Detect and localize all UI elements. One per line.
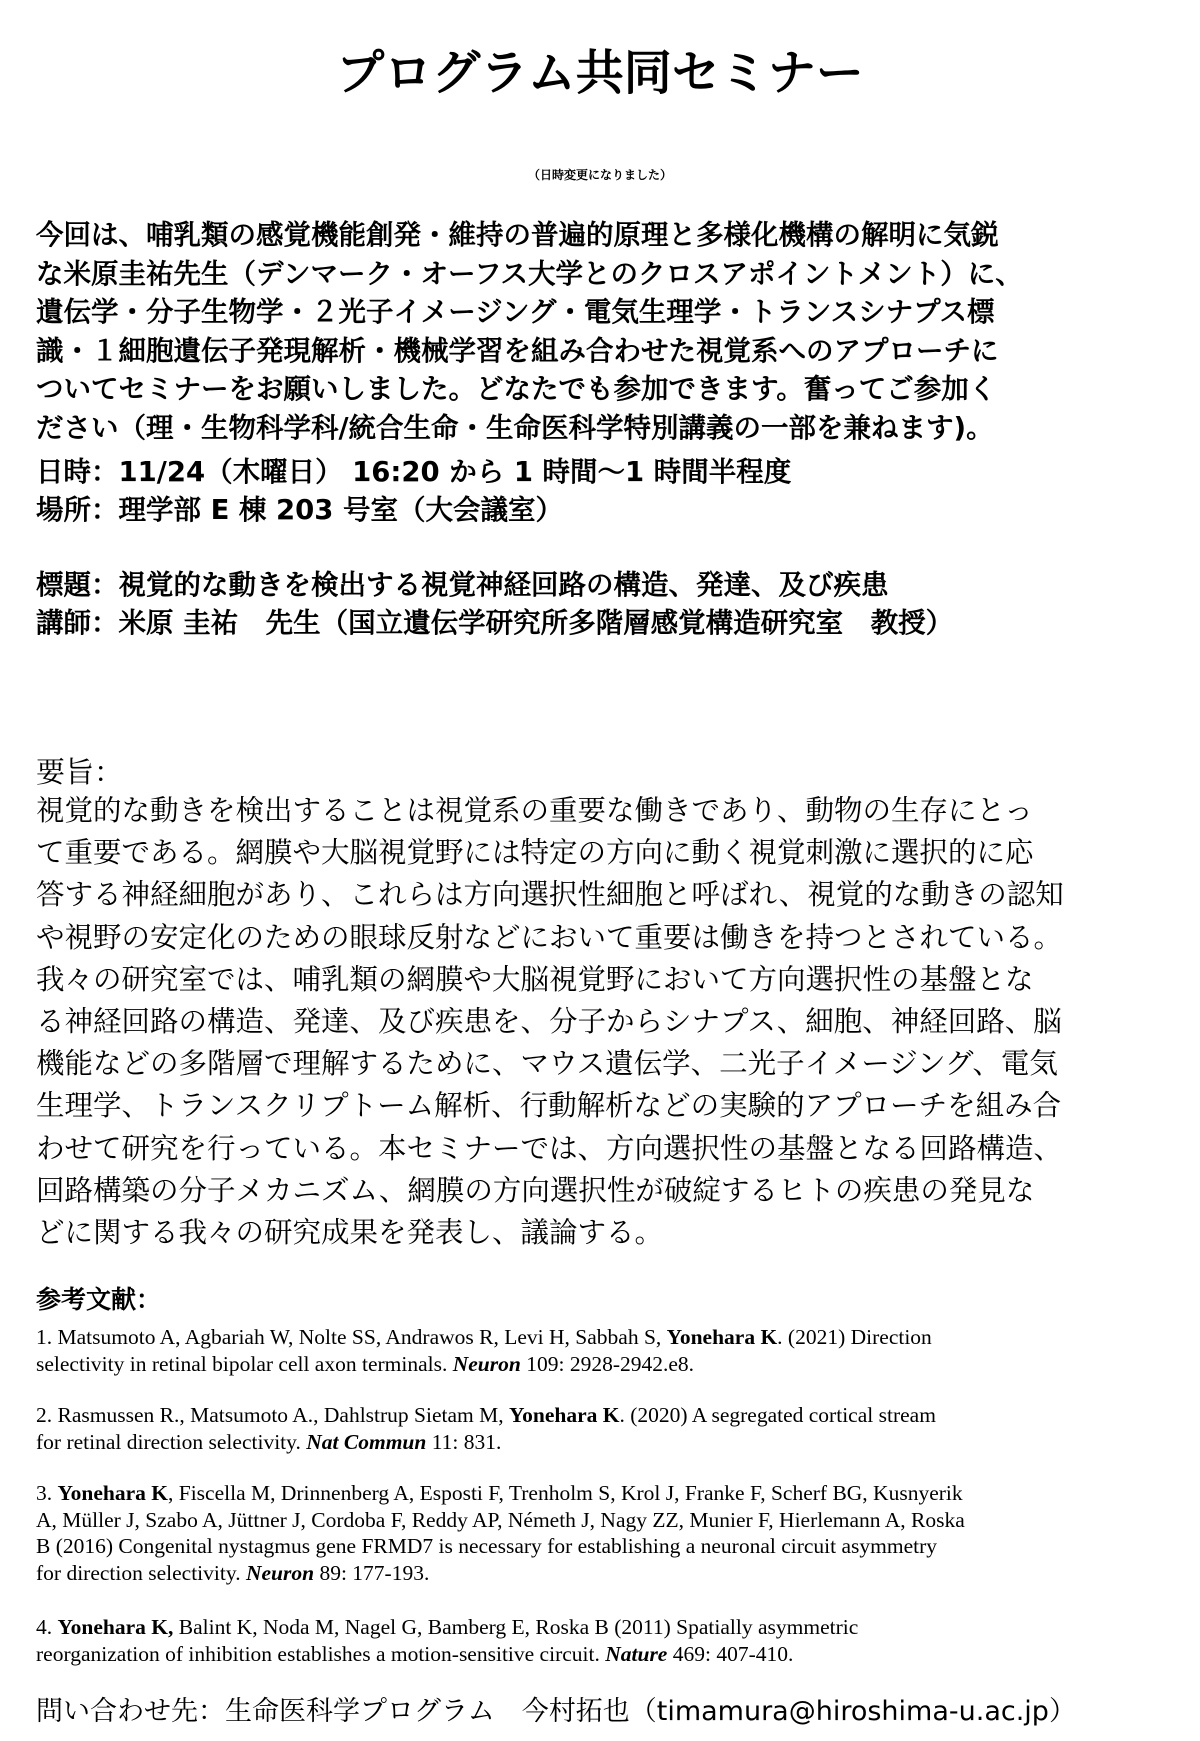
reference-line: [36, 1641, 1166, 1668]
reference-1: [36, 1324, 1166, 1377]
intro-line: ださい（理・生物科学科/統合生命・生命医科学特別講義の一部を兼ねます)。: [36, 411, 994, 444]
event-place: [36, 491, 1168, 529]
references-heading: 参考文献：: [36, 1285, 162, 1314]
reference-line: B (2016) Congenital nystagmus gene FRMD7 is necessary for establishing a neuronal circuit asymmetry: [36, 1534, 938, 1558]
intro-line: 遺伝学・分子生物学・２光子イメージング・電気生理学・トランスシナプス標: [36, 296, 995, 328]
ref-text: 2. Rasmussen R., Matsumoto A., Dahlstrup Sietam M,: [36, 1403, 509, 1427]
ref-journal: Nature: [605, 1641, 668, 1666]
ref-text: 3.: [36, 1481, 58, 1505]
reference-2: [36, 1402, 1166, 1455]
reference-line: [36, 1480, 1166, 1507]
event-date-value: 11/24（木曜日） 16:20 から 1 時間〜1 時間半程度: [118, 456, 792, 488]
ref-text: 109: 2928-2942.e8.: [520, 1351, 695, 1376]
ref-text: 1. Matsumoto A, Agbariah W, Nolte SS, Andrawos R, Levi H, Sabbah S,: [36, 1325, 667, 1349]
abstract-line: 我々の研究室では、哺乳類の網膜や大脳視覚野において方向選択性の基盤とな: [36, 962, 1034, 996]
intro-paragraph: [36, 216, 1168, 447]
ref-text: 89: 177-193.: [314, 1560, 430, 1585]
event-place-label: 場所：: [36, 494, 119, 526]
reference-line: [36, 1560, 1166, 1587]
ref-text: for retinal direction selectivity.: [36, 1429, 307, 1454]
ref-journal: Neuron: [452, 1351, 521, 1376]
abstract-heading: 要旨：: [36, 755, 124, 789]
event-place-value: 理学部 E 棟 203 号室（大会議室）: [118, 494, 563, 526]
event-date-label: 日時：: [36, 456, 119, 488]
reference-line: [36, 1324, 1166, 1351]
ref-text: for direction selectivity.: [36, 1560, 246, 1585]
reference-line: [36, 1402, 1166, 1429]
event-speaker-label: 講師：: [36, 607, 119, 639]
ref-text: Balint K, Noda M, Nagel G, Bamberg E, Roska B (2011) Spatially asymmetric: [173, 1615, 859, 1639]
intro-line: 今回は、哺乳類の感覚機能創発・維持の普遍的原理と多様化機構の解明に気鋭: [36, 219, 999, 251]
reference-3: [36, 1480, 1166, 1586]
abstract-line: 機能などの多階層で理解するために、マウス遺伝学、二光子イメージング、電気: [36, 1047, 1058, 1081]
ref-journal: Neuron: [245, 1560, 315, 1585]
reference-line: [36, 1614, 1166, 1641]
intro-line: な米原圭祐先生（デンマーク・オーフス大学とのクロスアポイントメント）に、: [36, 257, 1023, 290]
page-title: プログラム共同セミナー: [336, 45, 864, 101]
event-topic: [36, 566, 1168, 604]
ref-journal: Nat Commun: [306, 1429, 427, 1454]
ref-text: . (2020) A segregated cortical stream: [619, 1403, 936, 1427]
intro-line: ついてセミナーをお願いしました。どなたでも参加できます。奮ってご参加く: [36, 373, 997, 405]
abstract-line: わせて研究を行っている。本セミナーでは、方向選択性の基盤となる回路構造、: [36, 1131, 1063, 1165]
abstract-line: て重要である。網膜や大脳視覚野には特定の方向に動く視覚刺激に選択的に応: [36, 836, 1034, 870]
abstract-line: 生理学、トランスクリプトーム解析、行動解析などの実験的アプローチを組み合: [36, 1089, 1062, 1123]
ref-author-highlight: Yonehara K: [509, 1403, 620, 1427]
reference-line: A, Müller J, Szabo A, Jüttner J, Cordoba F, Reddy AP, Németh J, Nagy ZZ, Munier F, Hierlemann A, Roska: [36, 1507, 965, 1532]
reference-line: [36, 1429, 1166, 1456]
ref-text: . (2021) Direction: [777, 1325, 932, 1349]
abstract-line: 視覚的な動きを検出することは視覚系の重要な働きであり、動物の生存にとっ: [36, 794, 1033, 827]
ref-text: 11: 831.: [426, 1429, 502, 1454]
ref-text: 4.: [36, 1615, 58, 1639]
ref-author-highlight: Yonehara K: [57, 1481, 168, 1505]
event-topic-label: 標題：: [36, 569, 119, 601]
ref-text: , Fiscella M, Drinnenberg A, Esposti F, Trenholm S, Krol J, Franke F, Scherf BG, Kusnyerik: [168, 1481, 963, 1505]
intro-line: 識・１細胞遺伝子発現解析・機械学習を組み合わせた視覚系へのアプローチに: [36, 334, 999, 367]
event-speaker: [36, 604, 1168, 642]
abstract-line: どに関する我々の研究成果を発表し、議論する。: [36, 1216, 664, 1250]
event-speaker-value: 米原 圭祐 先生（国立遺伝学研究所多階層感覚構造研究室 教授）: [118, 607, 954, 639]
abstract-line: 回路構築の分子メカニズム、網膜の方向選択性が破綻するヒトの疾患の発見な: [36, 1173, 1035, 1207]
abstract-line: 答する神経細胞があり、これらは方向選択性細胞と呼ばれ、視覚的な動きの認知: [36, 878, 1064, 912]
ref-author-highlight: Yonehara K,: [57, 1615, 174, 1639]
ref-text: reorganization of inhibition establishes a motion-sensitive circuit.: [36, 1641, 606, 1666]
event-topic-value: 視覚的な動きを検出する視覚神経回路の構造、発達、及び疾患: [118, 569, 889, 601]
ref-author-highlight: Yonehara K: [666, 1325, 778, 1349]
ref-text: selectivity in retinal bipolar cell axon terminals.: [36, 1351, 453, 1376]
abstract-line: や視野の安定化のための眼球反射などにおいて重要は働きを持つとされている。: [36, 920, 1063, 954]
page-subtitle: （日時変更になりました）: [527, 168, 672, 182]
reference-line: [36, 1351, 1166, 1378]
reference-4: [36, 1614, 1166, 1667]
contact-info: 問い合わせ先：生命医科学プログラム 今村拓也（timamura@hiroshima-u.ac.jp）: [36, 1696, 1076, 1727]
event-date: [36, 453, 1168, 491]
abstract-line: る神経回路の構造、発達、及び疾患を、分子からシナプス、細胞、神経回路、脳: [36, 1005, 1062, 1039]
ref-text: 469: 407-410.: [667, 1641, 794, 1666]
abstract-paragraph: [36, 790, 1176, 1254]
